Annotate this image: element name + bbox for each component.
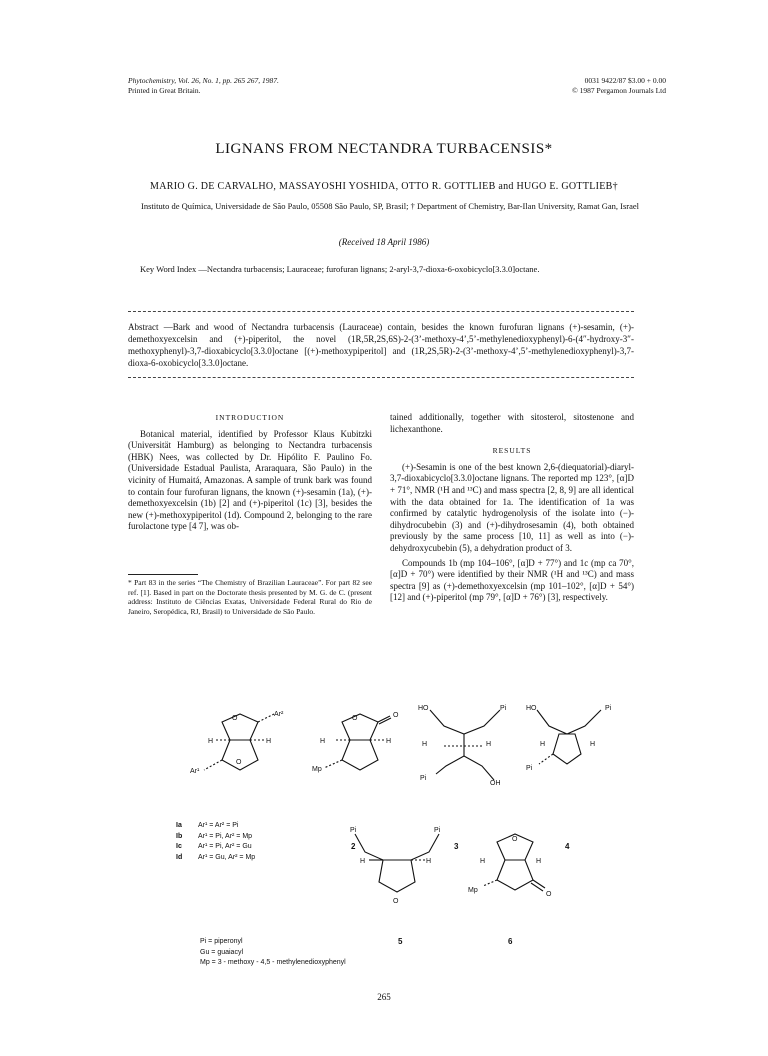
label-ho-3: HO	[418, 705, 429, 712]
footnote-block	[128, 574, 372, 616]
left-column	[128, 412, 372, 533]
results-heading: RESULTS	[492, 446, 532, 456]
label-h-4a: H	[540, 741, 546, 748]
label-h-5b: H	[426, 858, 432, 865]
series-row: Ia Ar¹ = Ar² = Pi	[176, 822, 239, 829]
right-column	[390, 412, 634, 604]
compound-number-3: 3	[454, 842, 459, 851]
label-o-1: O	[232, 715, 238, 722]
structures-scheme	[150, 700, 630, 930]
label-h-5a: H	[360, 858, 366, 865]
label-h-2b: H	[386, 738, 392, 745]
label-ar2: Ar²	[274, 711, 284, 718]
footnote: * Part 83 in the series “The Chemistry of Brazilian Lauraceae”. For part 82 see ref. [1]. Based in part on the Doctorate thesis presented by M. G. de C. (present address: Instituto de Ciências Exatas, Universidade Federal Rural do Rio de Janeiro, Seropédica, RJ, Brasil) to Universidade de São Paulo.	[128, 578, 372, 616]
abbreviation-legend	[200, 937, 346, 969]
abstract: Abstract —Bark and wood of Nectandra turbacensis (Lauraceae) contain, besides the known furofuran lignans (+)-sesamin, (+)-demethoxyexcelsin and (+)-piperitol, the novel (1R,5R,2S,6S)-2-(3’-methoxy-4’,5’-methylenedioxyphenyl)-6-(4″-hydroxy-3″-methoxyphenyl)-3,7-dioxabicyclo[3.3.0]octane [(+)-methoxypiperitol] and (1R,2S,5R)-2-(3’-methoxy-4’,5’-methylenedioxyphenyl)-3,7-dioxa-6-oxobicyclo[3.3.0]octane.	[128, 322, 634, 368]
footnote-rule	[128, 574, 198, 575]
received-date: (Received 18 April 1986)	[338, 237, 430, 247]
series-table	[176, 821, 255, 863]
label-o-6: O	[512, 836, 518, 843]
label-mp-2: Mp	[312, 766, 322, 773]
label-h-6a: H	[480, 858, 486, 865]
structure-4	[537, 710, 601, 764]
author-list: MARIO G. DE CARVALHO, MASSAYOSHI YOSHIDA, OTTO R. GOTTLIEB and HUGO E. GOTTLIEB†	[150, 181, 618, 192]
intro-text: Botanical material, identified by Professor Klaus Kubitzki (Universität Hamburg) as belonging to Nectandra turbacensis (HBK) Nees, was collected by Dr. Hipólito F. Paulino Fo. (Universidade Estadual Paulista, Araraquara, São Paulo) in the vicinity of Humaitá, Amazonas. A sample of trunk bark was found to contain four furofuran lignans, the known (+)-sesamin (1a), (+)-demethoxyexcelsin (1b) [2] and (+)-piperitol (1c) [3], besides the new (+)-methoxypiperitol (1d). Compound 2, belonging to the rare furolactone type [4 7], was ob-	[128, 428, 372, 532]
series-row: Id Ar¹ = Gu, Ar² = Mp	[176, 853, 256, 861]
label-o-2b: O	[393, 712, 399, 719]
label-ar1: Ar¹	[190, 768, 200, 775]
results-para-2: Compounds 1b (mp 104–106°, [α]D + 77°) and 1c (mp ca 70°, [α]D + 70°) were identified by their NMR (¹H and ¹³C) and mass spectra [9] as (+)-demethoxyexcelsin (mp 101–102°, [α]D + 54°) [12] and (+)-piperitol (mp 79°, [α]D + 76°) [3], respectively.	[390, 557, 634, 603]
compound-number-4: 4	[565, 842, 570, 851]
label-mp-6: Mp	[468, 887, 478, 894]
label-h-6b: H	[536, 858, 542, 865]
legend-mp: Mp = 3 - methoxy - 4,5 - methylenedioxyphenyl	[200, 959, 346, 966]
printed-line: Printed in Great Britain.	[128, 86, 201, 95]
label-pi-5a: Pi	[350, 827, 357, 834]
keywords: Key Word Index —Nectandra turbacensis; Lauraceae; furofuran lignans; 2-aryl-3,7-dioxa-6-oxobicyclo[3.3.0]octane.	[140, 264, 540, 274]
compound-number-5: 5	[398, 937, 403, 946]
label-oh-3: OH	[490, 780, 501, 787]
journal-line: Phytochemistry, Vol. 26, No. 1, pp. 265 267, 1987.	[128, 76, 279, 85]
compound-number-2: 2	[351, 842, 356, 851]
journal-code	[572, 76, 666, 96]
label-o-2: O	[352, 715, 358, 722]
series-row: Ic Ar¹ = Pi, Ar² = Gu	[176, 843, 252, 850]
journal-citation	[128, 76, 279, 96]
label-h-4b: H	[590, 741, 596, 748]
label-o-6b: O	[546, 891, 552, 898]
label-h-1a: H	[208, 738, 214, 745]
copyright-line: © 1987 Pergamon Journals Ltd	[572, 86, 666, 95]
label-h-3b: H	[486, 741, 492, 748]
label-pi-3b: Pi	[420, 775, 427, 782]
legend-pi: Pi = piperonyl	[200, 938, 243, 945]
divider-top	[128, 311, 634, 312]
label-h-3a: H	[422, 741, 428, 748]
article-title: LIGNANS FROM NECTANDRA TURBACENSIS*	[215, 141, 553, 157]
structure-2	[324, 714, 391, 770]
legend-gu: Gu = guaiacyl	[200, 948, 243, 956]
label-ho-4: HO	[526, 705, 537, 712]
label-o-5: O	[393, 898, 399, 905]
compound-number-6: 6	[508, 937, 513, 946]
price-code: 0031 9422/87 $3.00 + 0.00	[584, 76, 666, 85]
label-pi-4: Pi	[605, 705, 612, 712]
results-para-1: (+)-Sesamin is one of the best known 2,6-(diequatorial)-diaryl-3,7-dioxabicyclo[3.3.0]octane lignans. The reported mp 123°, [α]D + 71°, NMR (¹H and ¹³C) and mass spectra [2, 8, 9] are all identical with the data obtained for 1a. The identification of 1a was confirmed by catalytic hydrogenolysis of the isolate into (−)-dihydrocubebin (3) and (+)-dihydrosesamin (4), both obtained previously by the same process [10, 11] as well as into (−)-dehydroxycubebin (5), a dehydration product of 3.	[390, 461, 634, 553]
label-h-1b: H	[266, 738, 272, 745]
label-h-2a: H	[320, 738, 326, 745]
intro-continued: tained additionally, together with sitosterol, sitostenone and lichexanthone.	[390, 412, 634, 434]
page-number: 265	[377, 992, 391, 1002]
divider-bottom	[128, 377, 634, 378]
label-pi-3: Pi	[500, 705, 507, 712]
intro-heading: INTRODUCTION	[215, 413, 285, 422]
label-pi-4b: Pi	[526, 765, 533, 772]
series-row: Ib Ar¹ = Pi, Ar² = Mp	[176, 832, 253, 840]
affiliation: Instituto de Química, Universidade de São Paulo, 05508 São Paulo, SP, Brasil; † Department of Chemistry, Bar-Ilan University, Ramat Gan, Israel	[140, 201, 639, 211]
label-pi-5b: Pi	[434, 827, 441, 834]
label-o-1b: O	[236, 759, 242, 766]
